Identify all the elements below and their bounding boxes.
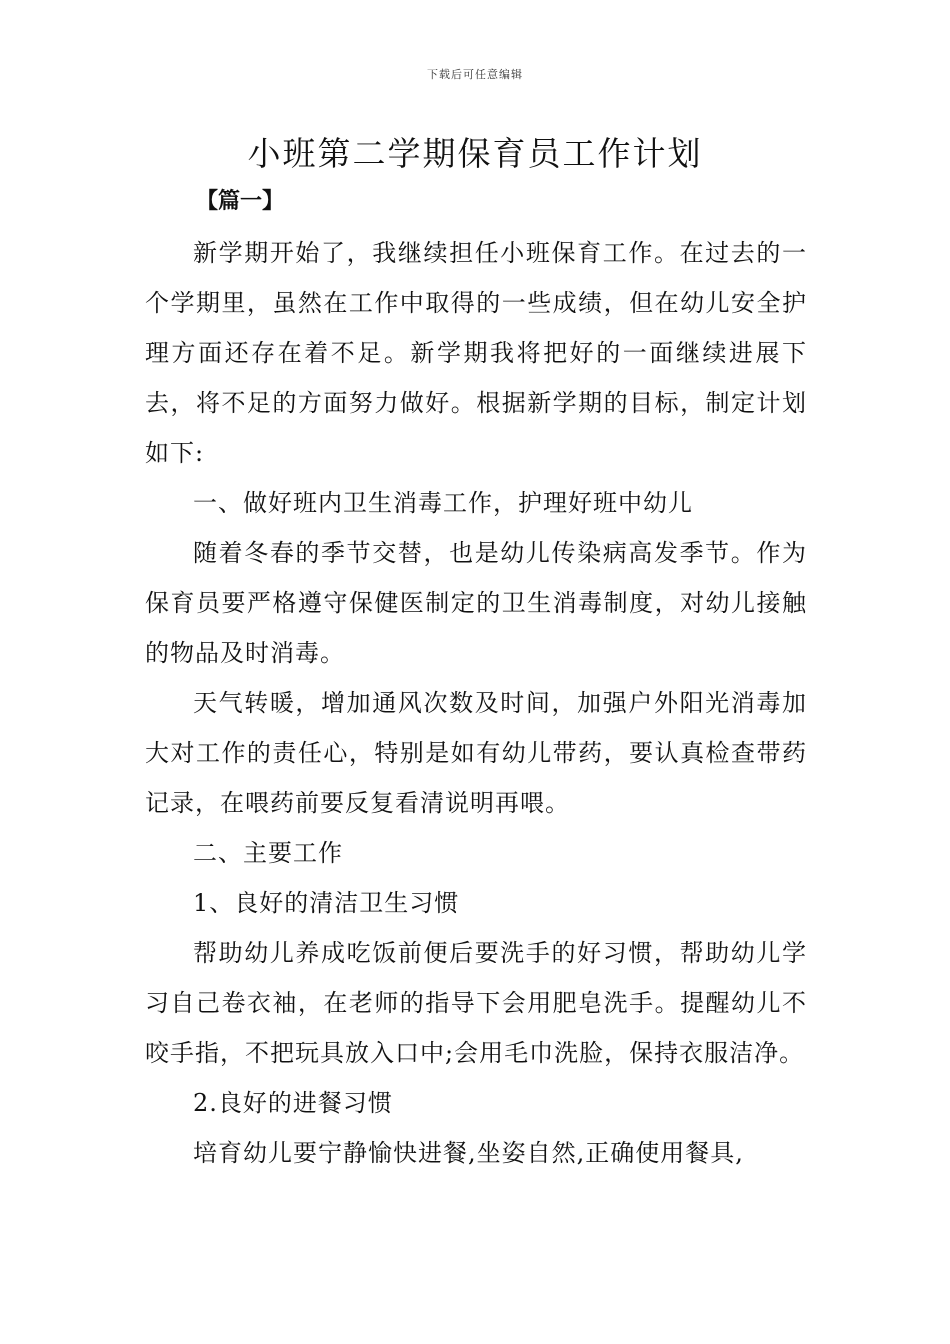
paragraph-heading-1: 一、做好班内卫生消毒工作，护理好班中幼儿 (193, 489, 693, 517)
header-note: 下载后可任意编辑 (427, 68, 523, 81)
paragraph-intro: 新学期开始了，我继续担任小班保育工作。在过去的一个学期里，虽然在工作中取得的一些成绩，但在幼儿安全护理方面还存在着不足。新学期我将把好的一面继续进展下去，将不足的方面努力做好。根据新学期的目标，制定计划如下: (145, 239, 807, 467)
paragraph-heading-2: 二、主要工作 (193, 839, 343, 867)
paragraph-subheading-1: 1、良好的清洁卫生习惯 (193, 889, 460, 917)
paragraph-disinfection: 随着冬春的季节交替，也是幼儿传染病高发季节。作为保育员要严格遵守保健医制定的卫生消毒制度，对幼儿接触的物品及时消毒。 (145, 539, 807, 667)
paragraph-eating: 培育幼儿要宁静愉快进餐,坐姿自然,正确使用餐具, (193, 1139, 744, 1167)
document-body (145, 228, 807, 1178)
paragraph-hygiene: 帮助幼儿养成吃饭前便后要洗手的好习惯，帮助幼儿学习自己卷衣袖，在老师的指导下会用肥皂洗手。提醒幼儿不咬手指，不把玩具放入口中;会用毛巾洗脸，保持衣服洁净。 (145, 939, 807, 1067)
paragraph-ventilation: 天气转暖，增加通风次数及时间，加强户外阳光消毒加大对工作的责任心，特别是如有幼儿带药，要认真检查带药记录，在喂药前要反复看清说明再喂。 (145, 689, 807, 817)
section-tag: 【篇一】 (196, 188, 285, 214)
paragraph-subheading-2: 2.良好的进餐习惯 (193, 1089, 393, 1117)
document-title: 小班第二学期保育员工作计划 (247, 134, 703, 173)
